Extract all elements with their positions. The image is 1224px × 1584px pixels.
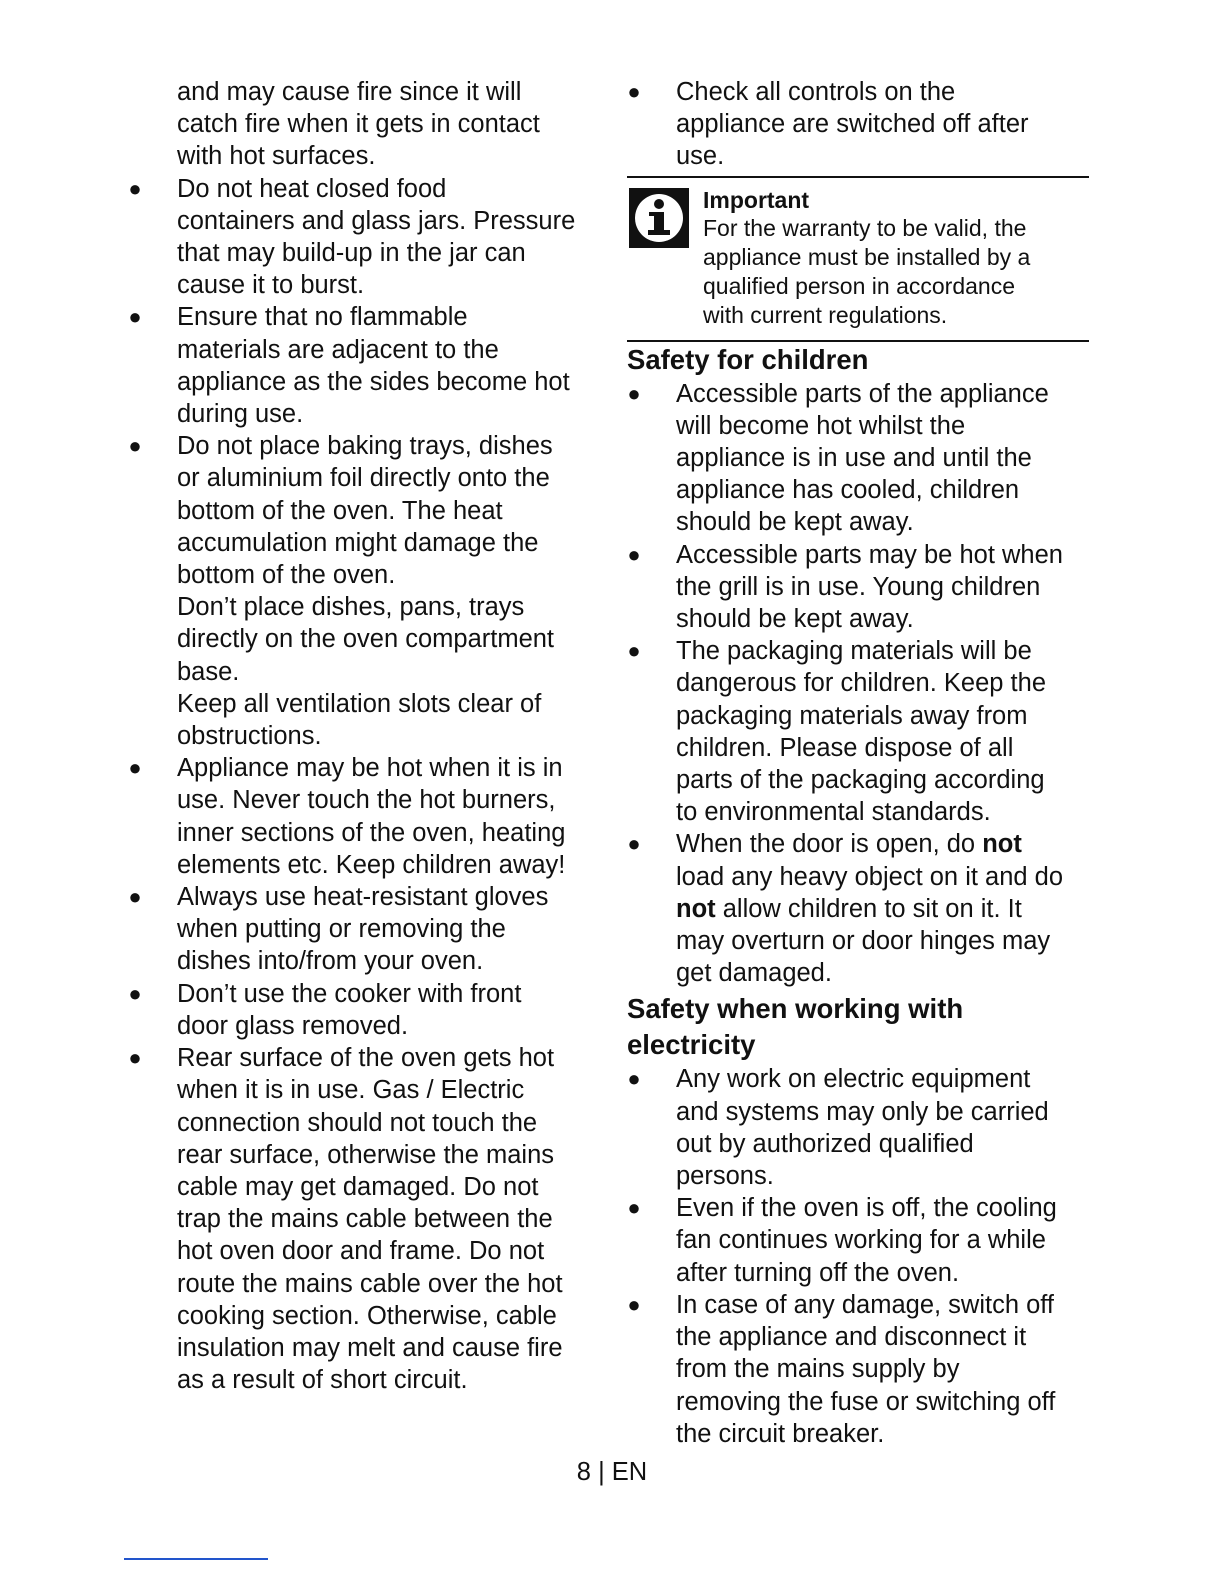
text-line: the circuit breaker. xyxy=(676,1419,885,1448)
note-text xyxy=(703,214,1083,330)
children-bullet-list xyxy=(627,378,1089,829)
emphasis: not xyxy=(676,894,716,923)
text-line: cable may get damaged. Do not xyxy=(177,1172,539,1201)
text-line: In case of any damage, switch off xyxy=(676,1290,1054,1319)
text-line: will become hot whilst the xyxy=(676,411,966,440)
text-run: When the door is open, do xyxy=(676,830,983,859)
list-item xyxy=(627,76,1089,173)
heading-line: Safety when working with xyxy=(627,993,964,1025)
text-line: with hot surfaces. xyxy=(177,142,376,171)
text-line: insulation may melt and cause fire xyxy=(177,1333,563,1362)
note-title: Important xyxy=(703,186,810,213)
text-line: Don’t use the cooker with front xyxy=(177,979,522,1008)
text-line: the appliance and disconnect it xyxy=(676,1323,1027,1352)
text-line: fan continues working for a while xyxy=(676,1226,1046,1255)
electric-bullet-list xyxy=(627,1063,1089,1449)
text-line: Don’t place dishes, pans, trays xyxy=(177,593,525,622)
text-line: use. Never touch the hot burners, xyxy=(177,786,556,815)
list-item xyxy=(627,1192,1089,1289)
text-line: during use. xyxy=(177,400,304,429)
heading-safety-electricity xyxy=(627,991,1089,1063)
text-line: dangerous for children. Keep the xyxy=(676,669,1046,698)
bullet-dot: ● xyxy=(128,884,142,910)
text-line: use. xyxy=(676,142,725,171)
text-line: materials are adjacent to the xyxy=(177,335,499,364)
list-item xyxy=(128,1042,598,1396)
text-line: from the mains supply by xyxy=(676,1355,960,1384)
text-line: when it is in use. Gas / Electric xyxy=(177,1076,525,1105)
text-line: appliance has cooled, children xyxy=(676,476,1020,505)
bullet-dot: ● xyxy=(627,1066,641,1092)
bullet-dot: ● xyxy=(627,1291,641,1317)
text-line: containers and glass jars. Pressure xyxy=(177,206,576,235)
list-item xyxy=(128,173,598,302)
list-item xyxy=(128,301,598,430)
text-line: get damaged. xyxy=(676,959,832,988)
text-line: obstructions. xyxy=(177,722,322,751)
text-line: cooking section. Otherwise, cable xyxy=(177,1301,557,1330)
text-line: qualified person in accordance xyxy=(703,272,1015,299)
text-line: children. Please dispose of all xyxy=(676,733,1014,762)
text-line: Even if the oven is off, the cooling xyxy=(676,1194,1057,1223)
list-item xyxy=(627,1289,1089,1450)
text-line: when putting or removing the xyxy=(177,915,506,944)
text-line: elements etc. Keep children away! xyxy=(177,850,566,879)
text-line: out by authorized qualified xyxy=(676,1129,974,1158)
text-line: rear surface, otherwise the mains xyxy=(177,1140,554,1169)
text-line: cause it to burst. xyxy=(177,271,365,300)
text-line: and systems may only be carried xyxy=(676,1097,1049,1126)
list-item xyxy=(128,430,598,752)
info-icon xyxy=(629,188,689,248)
text-line: and may cause fire since it will xyxy=(177,78,522,106)
text-line: with current regulations. xyxy=(703,301,948,328)
bullet-dot: ● xyxy=(627,831,641,857)
bullet-dot: ● xyxy=(627,79,641,104)
text-line: accumulation might damage the xyxy=(177,528,539,557)
right-column xyxy=(627,76,1089,1450)
text-line: directly on the oven compartment xyxy=(177,625,555,654)
text-line: to environmental standards. xyxy=(676,798,991,827)
text-line: load any heavy object on it and do xyxy=(676,862,1064,891)
text-line: trap the mains cable between the xyxy=(177,1205,553,1234)
list-item xyxy=(627,635,1089,828)
list-item xyxy=(627,828,1089,989)
text-line: or aluminium foil directly onto the xyxy=(177,464,550,493)
text-line: appliance as the sides become hot xyxy=(177,367,570,396)
text-line: as a result of short circuit. xyxy=(177,1366,468,1395)
text-line: door glass removed. xyxy=(177,1011,409,1040)
list-item xyxy=(128,978,598,1042)
list-item xyxy=(128,881,598,978)
text-line: parts of the packaging according xyxy=(676,766,1045,795)
text-line: route the mains cable over the hot xyxy=(177,1269,563,1298)
text-line: connection should not touch the xyxy=(177,1108,538,1137)
text-line: Ensure that no flammable xyxy=(177,303,468,332)
bullet-dot: ● xyxy=(128,755,142,781)
list-item xyxy=(627,539,1089,636)
list-item xyxy=(627,1063,1089,1192)
text-line: packaging materials away from xyxy=(676,701,1028,730)
emphasis: not xyxy=(982,830,1022,859)
continued-text xyxy=(128,76,598,173)
text-line: Accessible parts may be hot when xyxy=(676,540,1063,569)
text-line: should be kept away. xyxy=(676,508,914,537)
text-line: removing the fuse or switching off xyxy=(676,1387,1056,1416)
text-line: that may build-up in the jar can xyxy=(177,239,526,268)
text-line: persons. xyxy=(676,1162,774,1191)
text-line: Any work on electric equipment xyxy=(676,1065,1031,1094)
text-line: Do not heat closed food xyxy=(177,174,447,203)
bullet-dot: ● xyxy=(627,541,641,567)
bullet-dot: ● xyxy=(128,1045,142,1071)
text-line: The packaging materials will be xyxy=(676,637,1032,666)
text-line: Accessible parts of the appliance xyxy=(676,379,1049,408)
text-line: appliance are switched off after xyxy=(676,110,1029,139)
text-line: should be kept away. xyxy=(676,605,914,634)
text-line: after turning off the oven. xyxy=(676,1258,960,1287)
text-run: allow children to sit on it. It xyxy=(715,894,1022,923)
divider xyxy=(124,1558,268,1560)
text-line: Do not place baking trays, dishes xyxy=(177,432,553,461)
text-line: For the warranty to be valid, the xyxy=(703,214,1027,241)
text-line: Always use heat-resistant gloves xyxy=(177,883,549,912)
text-line xyxy=(676,893,1089,925)
list-item xyxy=(128,752,598,881)
text-line: dishes into/from your oven. xyxy=(177,947,484,976)
heading-line: electricity xyxy=(627,1029,756,1061)
bullet-dot: ● xyxy=(128,980,142,1006)
bullet-dot: ● xyxy=(627,1195,641,1221)
text-line: appliance must be installed by a xyxy=(703,243,1031,270)
list-item xyxy=(627,378,1089,539)
text-line xyxy=(676,828,1089,860)
text-line: appliance is in use and until the xyxy=(676,444,1032,473)
text-line: base. xyxy=(177,657,240,686)
text-line: Check all controls on the xyxy=(676,78,956,106)
bullet-dot: ● xyxy=(128,433,142,459)
heading-safety-children: Safety for children xyxy=(627,343,869,375)
text-line: Keep all ventilation slots clear of xyxy=(177,689,542,718)
text-line: hot oven door and frame. Do not xyxy=(177,1237,545,1266)
text-line: inner sections of the oven, heating xyxy=(177,818,566,847)
bullet-dot: ● xyxy=(128,304,142,330)
text-line: catch fire when it gets in contact xyxy=(177,110,540,139)
text-line: bottom of the oven. The heat xyxy=(177,496,503,525)
text-line: Appliance may be hot when it is in xyxy=(177,754,563,783)
text-line: bottom of the oven. xyxy=(177,561,396,590)
bullet-dot: ● xyxy=(627,380,641,406)
left-column xyxy=(128,76,598,1396)
text-line: the grill is in use. Young children xyxy=(676,572,1041,601)
important-note xyxy=(627,176,1089,342)
text-line: may overturn or door hinges may xyxy=(676,927,1051,956)
page-number: 8 | EN xyxy=(576,1458,648,1486)
text-line: Rear surface of the oven gets hot xyxy=(177,1044,555,1073)
bullet-dot: ● xyxy=(128,175,142,201)
bullet-dot: ● xyxy=(627,638,641,664)
left-bullet-list xyxy=(128,173,598,1397)
